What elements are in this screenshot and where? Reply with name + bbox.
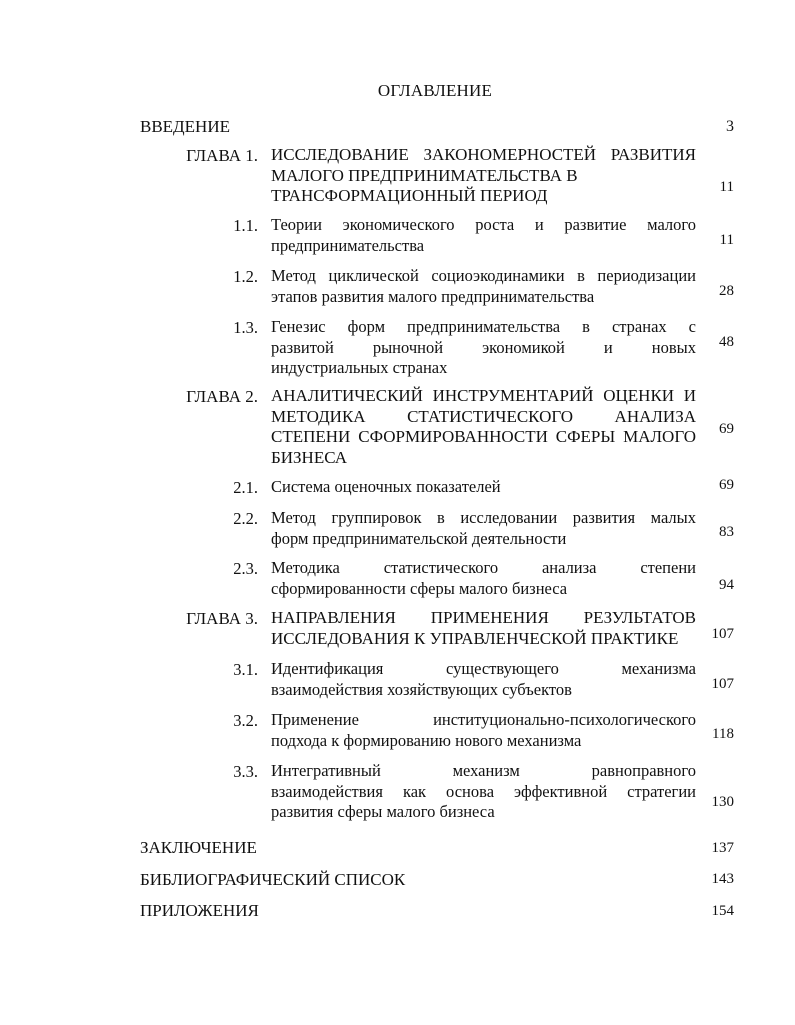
- section-page: 94: [719, 577, 734, 593]
- chapter-title-line: БИЗНЕСА: [271, 447, 347, 467]
- section-page: 28: [719, 283, 734, 299]
- section-title-line: Теории экономического роста и развитие малого: [271, 215, 696, 234]
- section-page: 118: [712, 726, 734, 742]
- chapter-title-line: ИССЛЕДОВАНИЕ ЗАКОНОМЕРНОСТЕЙ РАЗВИТИЯ: [271, 145, 696, 164]
- section-title: [271, 508, 696, 549]
- section-number: 3.1.: [233, 660, 258, 679]
- section-number: 2.1.: [233, 478, 258, 497]
- section-page: 69: [719, 477, 734, 493]
- section-number: 3.2.: [233, 711, 258, 730]
- section-title-line: развитой рыночной экономикой и новых: [271, 337, 696, 357]
- section-number: 1.1.: [233, 216, 258, 235]
- section-title-line: индустриальных странах: [271, 358, 448, 377]
- section-page: 130: [711, 794, 734, 810]
- toc-conclusion-label: ЗАКЛЮЧЕНИЕ: [140, 838, 257, 857]
- section-title-line: предпринимательства: [271, 235, 425, 255]
- page-title-text: ОГЛАВЛЕНИЕ: [377, 81, 493, 100]
- section-page: 83: [719, 524, 734, 540]
- chapter-title: [271, 145, 696, 207]
- section-title-line: подхода к формированию нового механизма: [271, 730, 582, 750]
- toc-intro-label: ВВЕДЕНИЕ: [140, 117, 230, 136]
- section-number: 1.3.: [233, 318, 258, 337]
- section-title-line: сформированности сферы малого бизнеса: [271, 578, 568, 598]
- section-title: [271, 477, 696, 498]
- section-title-line: Интегративный механизм равноправного: [271, 761, 696, 780]
- page-title: [0, 81, 795, 101]
- chapter-title-line: МАЛОГО ПРЕДПРИНИМАТЕЛЬСТВА В: [271, 165, 578, 185]
- section-number: 2.3.: [233, 559, 258, 578]
- chapter-title-line: НАПРАВЛЕНИЯ ПРИМЕНЕНИЯ РЕЗУЛЬТАТОВ: [271, 608, 696, 627]
- section-page: 11: [719, 232, 734, 248]
- section-title-line: форм предпринимательской деятельности: [271, 528, 567, 548]
- chapter-number: ГЛАВА 1.: [186, 146, 258, 165]
- section-title: [271, 317, 696, 379]
- section-number: 3.3.: [233, 762, 258, 781]
- section-page: 48: [719, 334, 734, 350]
- section-title-line: этапов развития малого предпринимательства: [271, 286, 595, 306]
- toc-bibliography-page: 143: [711, 871, 734, 887]
- chapter-title-line: АНАЛИТИЧЕСКИЙ ИНСТРУМЕНТАРИЙ ОЦЕНКИ И: [271, 386, 696, 405]
- chapter-title: [271, 386, 696, 468]
- chapter-page: 11: [719, 179, 734, 195]
- section-title-line: Методика статистического анализа степени: [271, 558, 696, 577]
- section-title: [271, 659, 696, 700]
- section-number: 2.2.: [233, 509, 258, 528]
- section-title-line: Генезис форм предпринимательства в странах с: [271, 317, 696, 336]
- section-title: [271, 558, 696, 599]
- chapter-page: 107: [711, 626, 734, 642]
- chapter-title-line: ТРАНСФОРМАЦИОННЫЙ ПЕРИОД: [271, 186, 548, 205]
- section-title-line: Применение институционально-психологического: [271, 710, 696, 729]
- toc-bibliography-label: БИБЛИОГРАФИЧЕСКИЙ СПИСОК: [140, 870, 406, 889]
- toc-intro-page: 3: [726, 118, 734, 135]
- section-title: [271, 761, 696, 823]
- section-title-line: взаимодействия хозяйствующих субъектов: [271, 679, 572, 699]
- chapter-title-line: МЕТОДИКА СТАТИСТИЧЕСКОГО АНАЛИЗА: [271, 406, 696, 426]
- section-title-line: взаимодействия как основа эффективной стратегии: [271, 781, 696, 801]
- section-title: [271, 710, 696, 751]
- section-number: 1.2.: [233, 267, 258, 286]
- section-title-line: развития сферы малого бизнеса: [271, 802, 495, 821]
- chapter-title: [271, 608, 696, 649]
- chapter-page: 69: [719, 421, 734, 437]
- chapter-title-line: СТЕПЕНИ СФОРМИРОВАННОСТИ СФЕРЫ МАЛОГО: [271, 427, 696, 446]
- section-title: [271, 215, 696, 256]
- section-title: [271, 266, 696, 307]
- section-title-line: Система оценочных показателей: [271, 477, 501, 496]
- section-title-line: Метод циклической социоэкодинамики в периодизации: [271, 266, 696, 285]
- chapter-number: ГЛАВА 3.: [186, 609, 258, 628]
- section-title-line: Метод группировок в исследовании развития малых: [271, 508, 696, 527]
- toc-appendix-label: ПРИЛОЖЕНИЯ: [140, 901, 259, 920]
- chapter-number: ГЛАВА 2.: [186, 387, 258, 406]
- toc-appendix-page: 154: [711, 903, 734, 919]
- section-page: 107: [711, 676, 734, 692]
- chapter-title-line: ИССЛЕДОВАНИЯ К УПРАВЛЕНЧЕСКОЙ ПРАКТИКЕ: [271, 628, 679, 648]
- toc-conclusion-page: 137: [711, 840, 734, 856]
- section-title-line: Идентификация существующего механизма: [271, 659, 696, 678]
